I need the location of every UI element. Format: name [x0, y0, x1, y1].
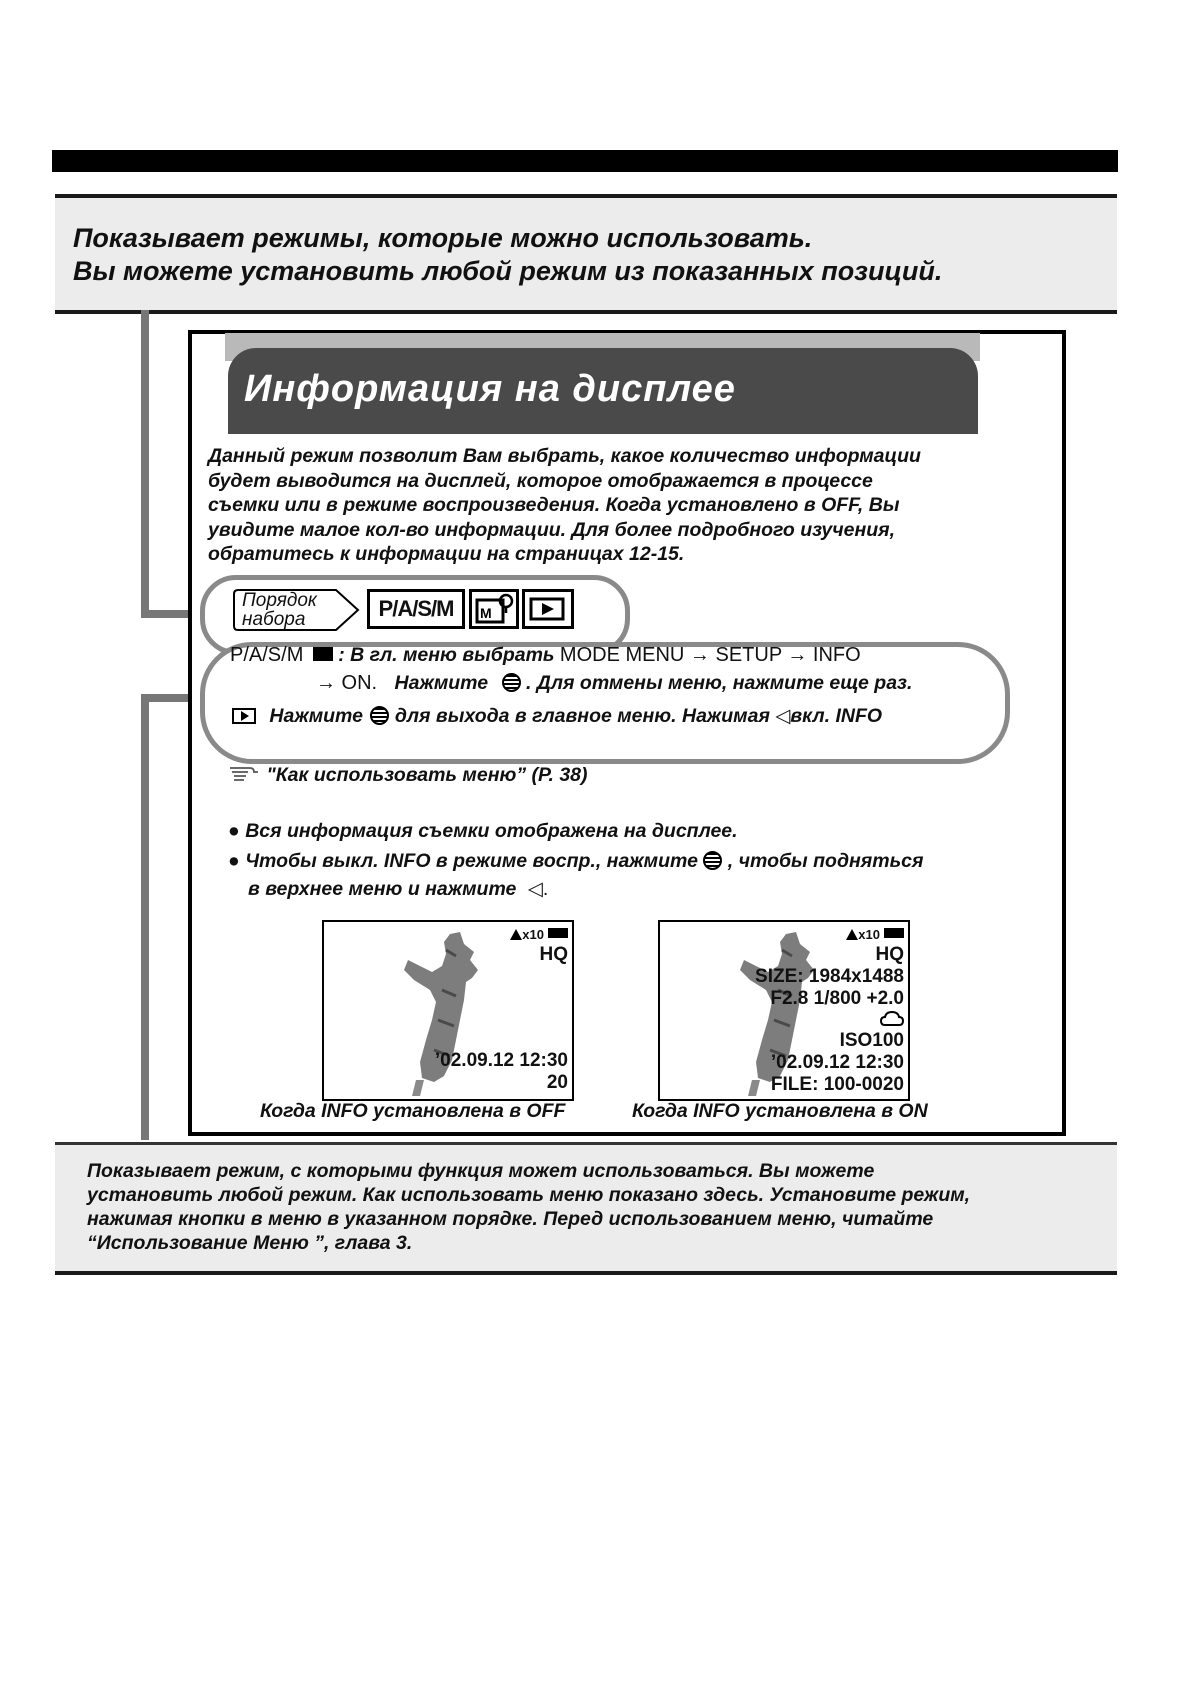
exposure-label: F2.8 1/800 +2.0 — [770, 988, 904, 1009]
frame-count: 20 — [546, 1072, 568, 1093]
order-label-line-1: Порядок — [242, 590, 317, 611]
page-title-tab — [228, 348, 978, 434]
screen-info-on — [658, 920, 910, 1101]
battery-icon — [548, 928, 568, 938]
cloud-icon — [880, 1010, 904, 1028]
ok-button-icon — [502, 673, 521, 692]
footer-line: Показывает режим, с которыми функция может использоваться. Вы можете — [87, 1160, 875, 1182]
connector-line-bottom — [141, 694, 149, 1140]
size-label: SIZE: 1984x1488 — [755, 966, 904, 987]
menu-path: MODE MENU → SETUP → INFO — [559, 644, 861, 666]
zoom-level: x10 — [858, 927, 880, 942]
step-info-text: вкл. INFO — [790, 705, 883, 727]
bullet-2-text-cont: , чтобы подняться — [727, 850, 924, 872]
reference-text: "Как использовать меню” (P. 38) — [266, 764, 588, 786]
step-cancel: . Для отмены меню, нажмите еще раз. — [525, 672, 913, 694]
bullet-2-text-line2: в верхнее меню и нажмите — [248, 878, 517, 900]
battery-icon — [884, 928, 904, 938]
intro-line: съемки или в режиме воспроизведения. Когда установлено в OFF, Вы — [208, 494, 900, 516]
connector-line-top — [141, 310, 149, 618]
header-line-1: Показывает режимы, которые можно использовать. — [73, 223, 813, 253]
quality-label: HQ — [875, 944, 904, 965]
ok-button-icon — [703, 851, 722, 870]
step-on: → ON. — [316, 672, 378, 694]
header-line-2: Вы можете установить любой режим из показанных позиций. — [73, 256, 943, 286]
iso-label: ISO100 — [839, 1030, 904, 1051]
file-label: FILE: 100-0020 — [770, 1074, 904, 1095]
datetime-label: ’02.09.12 12:30 — [434, 1050, 568, 1071]
warning-triangle-icon — [510, 929, 522, 940]
myset-icon — [472, 592, 516, 626]
screen-on-top — [846, 924, 904, 945]
top-black-bar — [52, 150, 1118, 172]
order-label — [232, 588, 360, 632]
intro-line: будет выводится на дисплей, которое отображается в процессе — [208, 469, 873, 492]
bullet-2 — [228, 846, 924, 876]
step-press-2: Нажмите — [269, 705, 363, 727]
step-mode-label: P/A/S/M — [230, 644, 304, 666]
intro-line: увидите малое кол-во информации. Для более подробного изучения, — [208, 518, 896, 541]
footer-line: нажимая кнопки в меню в указанном порядке. Перед использованием меню, читайте — [87, 1208, 934, 1230]
pointing-hand-icon — [228, 764, 262, 784]
step-exit-text: для выхода в главное меню. Нажимая — [394, 705, 770, 727]
intro-text — [208, 444, 921, 567]
mode-pasm-box: P/A/S/M — [367, 589, 465, 629]
cat-photo — [386, 930, 496, 1098]
left-arrow-icon: ◁ — [775, 705, 791, 727]
top-annotation-panel — [55, 194, 1117, 314]
step-text: : В гл. меню выбрать — [338, 644, 560, 666]
step-line-2 — [316, 672, 912, 695]
playback-mode-box — [522, 589, 574, 629]
svg-text:M: M — [480, 605, 492, 621]
step-press: Нажмите — [394, 672, 489, 694]
screen-info-off — [322, 920, 574, 1101]
caption-info-off: Когда INFO установлена в OFF — [260, 1100, 566, 1122]
reference-line — [228, 764, 588, 787]
bullet-1: ● Вся информация съемки отображена на дисплее. — [228, 820, 738, 842]
footer-line: установить любой режим. Как использовать меню показано здесь. Установите режим, — [87, 1184, 971, 1206]
left-arrow-icon: ◁. — [527, 878, 549, 900]
playback-small-icon — [232, 708, 256, 724]
datetime-label: ’02.09.12 12:30 — [770, 1052, 904, 1073]
footer-line: “Использование Меню ”, глава 3. — [87, 1232, 413, 1254]
step-line-1 — [230, 644, 861, 667]
myset-mode-box — [469, 589, 519, 629]
ok-button-icon — [370, 706, 389, 725]
myset-small-icon — [313, 647, 333, 661]
order-label-line-2: набора — [242, 609, 306, 630]
page-title: Информация на дисплее — [244, 368, 736, 410]
warning-triangle-icon — [846, 929, 858, 940]
playback-icon — [525, 592, 571, 626]
bottom-annotation-panel — [55, 1142, 1117, 1275]
intro-line: обратитесь к информации на страницах 12-15. — [208, 543, 685, 565]
step-line-3 — [232, 704, 882, 728]
intro-line: Данный режим позволит Вам выбрать, какое количество информации — [208, 445, 921, 467]
bullet-2-text: ● Чтобы выкл. INFO в режиме воспр., нажмите — [228, 850, 698, 872]
quality-label: HQ — [539, 944, 568, 965]
caption-info-on: Когда INFO установлена в ON — [632, 1100, 928, 1122]
zoom-level: x10 — [522, 927, 544, 942]
screen-off-top — [510, 924, 568, 945]
bullet-2-line-2 — [248, 874, 548, 904]
